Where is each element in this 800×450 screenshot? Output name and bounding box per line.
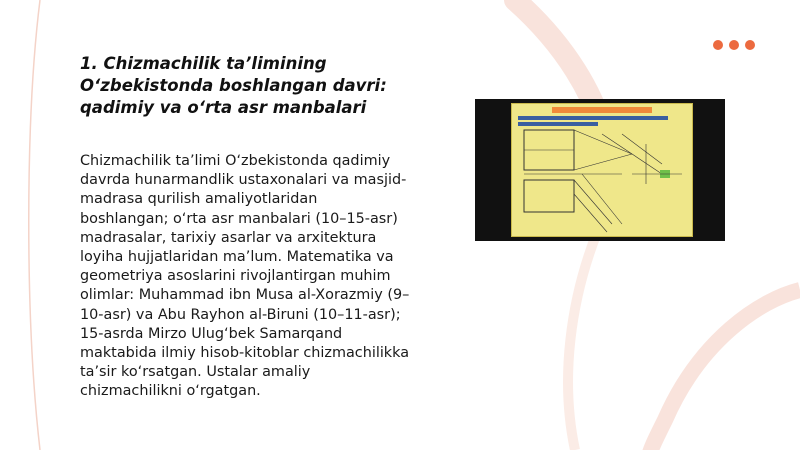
technical-drawing-image [511, 103, 693, 237]
dot-icon [713, 40, 723, 50]
drawing-illustration [512, 104, 692, 236]
decorative-dots [713, 40, 755, 50]
slide-image-frame [475, 99, 725, 241]
dot-icon [729, 40, 739, 50]
dot-icon [745, 40, 755, 50]
slide-title: 1. Chizmachilik ta’limining O‘zbekistonda boshlangan davri: qadimiy va o‘rta asr manbalari [80, 54, 387, 117]
slide-body-text: Chizmachilik ta’limi O‘zbekistonda qadimiy davrda hunarmandlik ustaxonalari va masjid-madrasa qurilish amaliyotlaridan boshlangan; o‘rta asr manbalari (10–15-asr) madrasalar, tarixiy asarlar va arxitektura loyiha hujjatlaridan ma’lum. Matematika va geometriya asoslarini rivojlantirgan muhim olimlar: Muhammad ibn Musa al-Xorazmiy (9–10-asr) va Abu Rayhon al-Biruni (10–11-asr); 15-asrda Mirzo Ulug‘bek Samarqand maktabida ilmiy hisob-kitoblar chizmachilikka ta’sir ko‘rsatgan. Ustalar amaliy chizmachilikni o‘rgatgan. [80, 153, 410, 400]
